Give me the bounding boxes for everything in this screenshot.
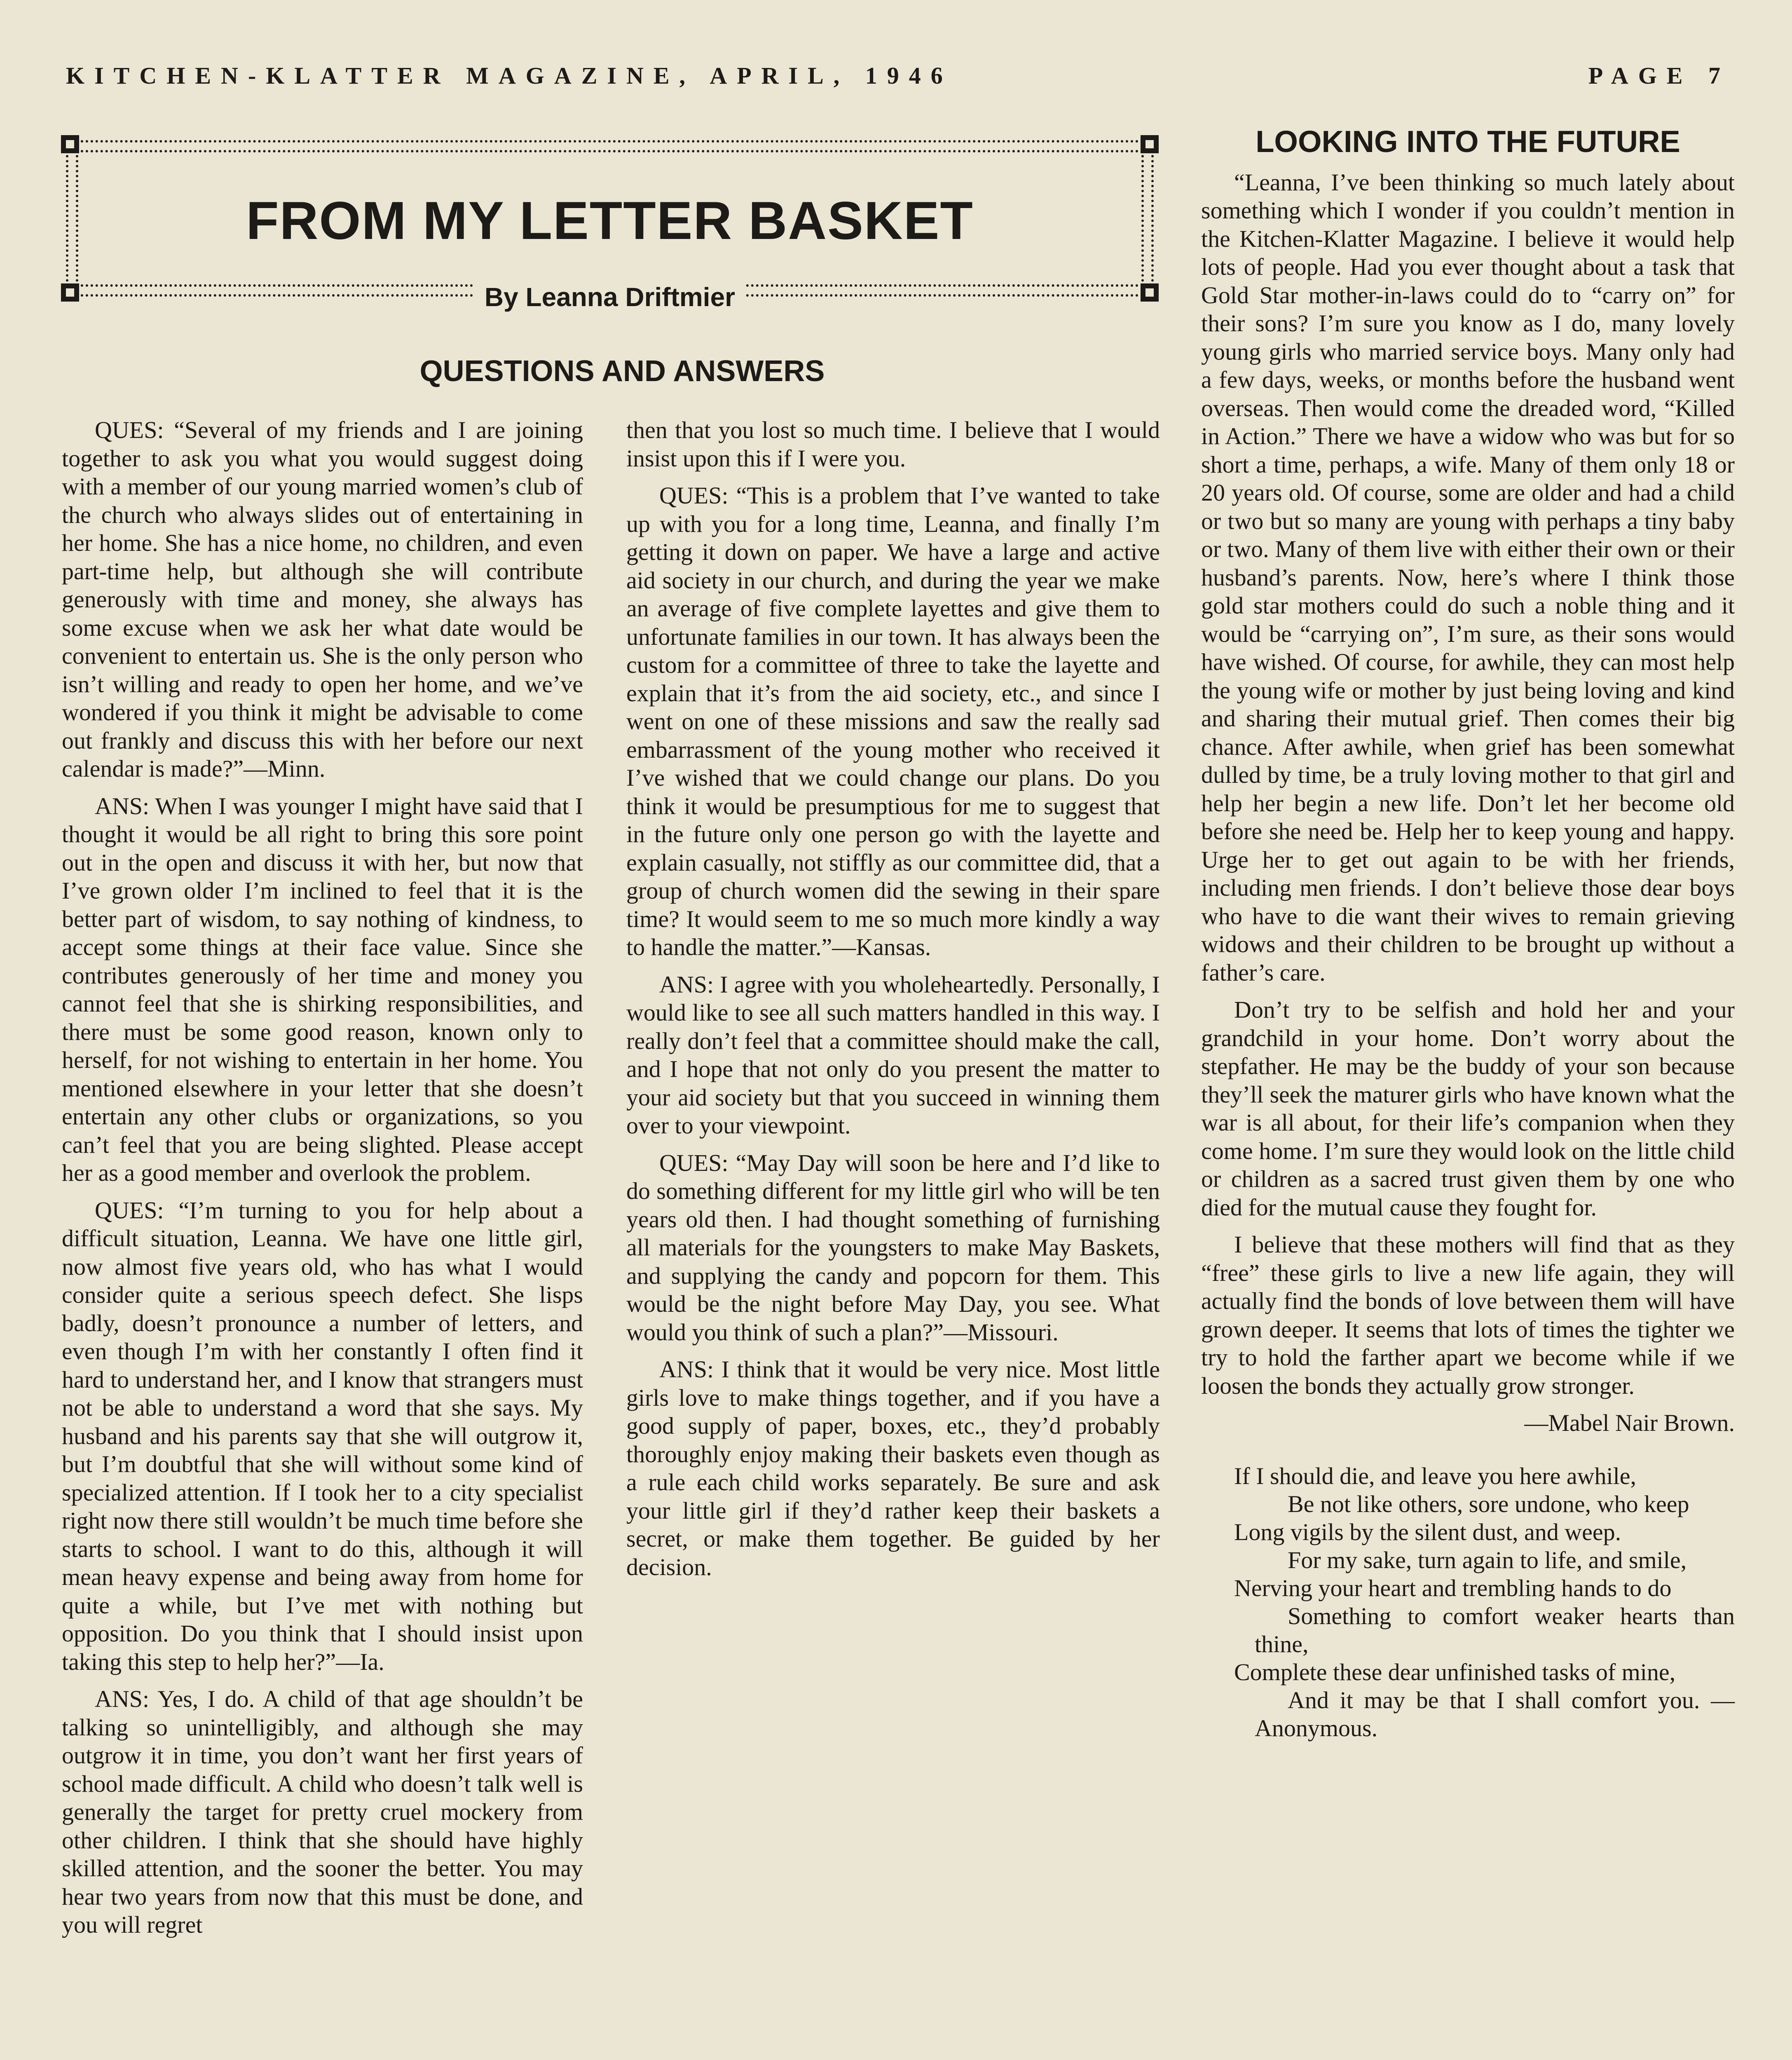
corner-ornament	[1141, 135, 1159, 153]
corner-ornament	[61, 135, 79, 153]
poem-line: Complete these dear unfinished tasks of mine,	[1234, 1658, 1676, 1685]
poem-line: Something to comfort weaker hearts than thine,	[1255, 1602, 1735, 1657]
paragraph: “Leanna, I’ve been thinking so much lately about something which I wonder if you couldn’t mention in the Kitchen-Klatter Magazine. I believe it would help lots of people. Had you ever thought about a task that Gold Star mother-in-laws could do to “carry on” for their sons? I’m sure you know as I do, many lovely young girls who married service boys. Many only had a few days, weeks, or months before the husband went overseas. Then would come the dreaded word, “Killed in Action.” There we have a widow who was but for so short a time, perhaps, a wife. Many of them only 18 or 20 years old. Of course, some are older and had a child or two but so many are young with perhaps a tiny baby or two. Many of them live with either their own or their husband’s parents. Now, here’s where I think those gold star mothers could do such a noble thing and it would be “carrying on”, I’m sure, as their sons would have wished. Of course, for awhile, they can most help the young wife or mother by just being loving and kind and sharing their mutual grief. Then comes their big chance. After awhile, when grief has been somewhat dulled by time, be a truly loving mother to that girl and help her begin a new life. Don’t let her become old before she need be. Help her to keep young and happy. Urge her to get out again to be with her friends, including men friends. I don’t believe those dear boys who have to die want their wives to remain grieving widows and their children to be brought up without a father’s care.	[1201, 169, 1735, 986]
poem-line: And it may be that I shall comfort you. —Anonymous.	[1255, 1686, 1735, 1742]
signature: —Mabel Nair Brown.	[1524, 1409, 1735, 1436]
poem-line: Nerving your heart and trembling hands to do	[1234, 1574, 1672, 1601]
poem	[1201, 1462, 1735, 1742]
running-title: KITCHEN-KLATTER MAGAZINE, APRIL, 1946	[66, 62, 953, 89]
feature-byline	[66, 282, 1154, 312]
paragraph: Don’t try to be selfish and hold her and your grandchild in your home. Don’t worry about the stepfather. He may be the buddy of your son because they’ll seek the maturer girls who have known what the war is all about, for their life’s companion when they come home. I’m sure they would look on the little child or children as a sacred trust given them by one who died for the mutual cause they fought for.	[1201, 996, 1735, 1221]
paragraph: ANS: I agree with you wholeheartedly. Personally, I would like to see all such matters handled in this way. I really don’t feel that a committee should make the call, and I hope that not only do you present the matter to your aid society but that you succeed in winning them over to your viewpoint.	[626, 971, 1160, 1139]
byline-text: By Leanna Driftmier	[475, 282, 745, 312]
feature-title: FROM MY LETTER BASKET	[246, 190, 974, 250]
column-3	[1201, 124, 1735, 1742]
column-2	[626, 416, 1160, 1590]
column-1	[62, 416, 583, 1948]
poem-line: For my sake, turn again to life, and smile,	[1288, 1546, 1687, 1573]
paragraph: ANS: I think that it would be very nice. Most little girls love to make things together, and if you have a good supply of paper, boxes, etc., they’d probably thoroughly enjoy making their baskets even though as a rule each child works separately. Be sure and ask your little girl if they’d rather keep their baskets a secret, or make them together. Be guided by her decision.	[626, 1356, 1160, 1580]
paragraph: QUES: “Several of my friends and I are joining together to ask you what you would suggest doing with a member of our young married women’s club of the church who always slides out of entertaining in her home. She has a nice home, no children, and even part-time help, but although she will contribute generously with time and money, she always has some excuse when we ask her what date would be convenient to entertain us. She is the only person who isn’t willing and ready to open her home, and we’ve wondered if you think it might be advisable to come out frankly and discuss this with her before our next calendar is made?”—Minn.	[62, 417, 583, 782]
banner-border-top	[66, 140, 1154, 152]
paragraph: QUES: “I’m turning to you for help about a difficult situation, Leanna. We have one little girl, now almost five years old, who has what I would consider quite a serious speech defect. She lisps badly, doesn’t pronounce a number of letters, and even though I’m with her constantly I often find it hard to understand her, and I know that strangers must not be able to understand a word that she says. My husband and his parents say that she will outgrow it, but I’m doubtful that she will without some kind of specialized attention. If I took her to a city specialist right now there still wouldn’t be much time before she starts to school. I want to do this, although it will mean heavy expense and being away from home for quite a while, but I’ve met with nothing but opposition. Do you think that I should insist upon taking this step to help her?”—Ia.	[62, 1196, 583, 1675]
poem-line: Long vigils by the silent dust, and weep.	[1234, 1518, 1621, 1545]
paragraph: ANS: Yes, I do. A child of that age shouldn’t be talking so unintelligibly, and although she may outgrow it in time, you don’t want her first years of school made difficult. A child who doesn’t talk well is generally the target for pretty cruel mockery from other children. I think that she should have highly skilled attention, and the sooner the better. You may hear two years from now that this must be done, and you will regret	[62, 1685, 583, 1938]
title-banner	[66, 140, 1154, 312]
running-header	[66, 62, 1730, 99]
article-heading: LOOKING INTO THE FUTURE	[1256, 124, 1680, 159]
section-heading: QUESTIONS AND ANSWERS	[419, 355, 825, 388]
paragraph: QUES: “May Day will soon be here and I’d like to do something different for my little girl who will be ten years old then. I had thought something of furnishing all materials for the youngsters to make May Baskets, and supplying the candy and popcorn for them. This would be the night before May Day, you see. What would you think of such a plan?”—Missouri.	[626, 1149, 1160, 1346]
paragraph: I believe that these mothers will find that as they “free” these girls to live a new life again, they will actually find the bonds of love between them will have grown deeper. It seems that lots of times the tighter we try to hold the farther apart we become while if we loosen the bonds they actually grow stronger.	[1201, 1231, 1735, 1399]
poem-line: If I should die, and leave you here awhile,	[1234, 1462, 1636, 1489]
paragraph: ANS: When I was younger I might have said that I thought it would be all right to bring this sore point out in the open and discuss it with her, but now that I’ve grown older I’m inclined to feel that it is the better part of wisdom, to say nothing of kindness, to accept some things at their face value. Since she contributes generously of her time and money you cannot feel that she is shirking responsibilities, and there must be some good reason, known only to herself, for not wishing to entertain in her home. You mentioned elsewhere in your letter that she doesn’t entertain any other clubs or organizations, so you can’t feel that you are being slighted. Please accept her as a good member and overlook the problem.	[62, 792, 583, 1186]
paragraph: QUES: “This is a problem that I’ve wanted to take up with you for a long time, Leanna, and finally I’m getting it down on paper. We have a large and active aid society in our church, and during the year we make an average of five complete layettes and give them to unfortunate families in our town. It has always been the custom for a committee of three to take the layette and explain that it’s from the aid society, etc., and since I went on one of these missions and saw the really sad embarrassment of the young mother who received it I’ve wished that we could change our plans. Do you think it would be presumptious for me to suggest that in the future only one person go with the layette and explain casually, not stiffly as our committee did, that a group of church women did the sewing in their spare time? It would seem to me so much more kindly a way to handle the matter.”—Kansas.	[626, 482, 1160, 960]
paragraph: then that you lost so much time. I believe that I would insist upon this if I were you.	[626, 417, 1160, 472]
poem-line: Be not like others, sore undone, who keep	[1288, 1490, 1689, 1517]
page-number: PAGE 7	[1588, 62, 1730, 89]
